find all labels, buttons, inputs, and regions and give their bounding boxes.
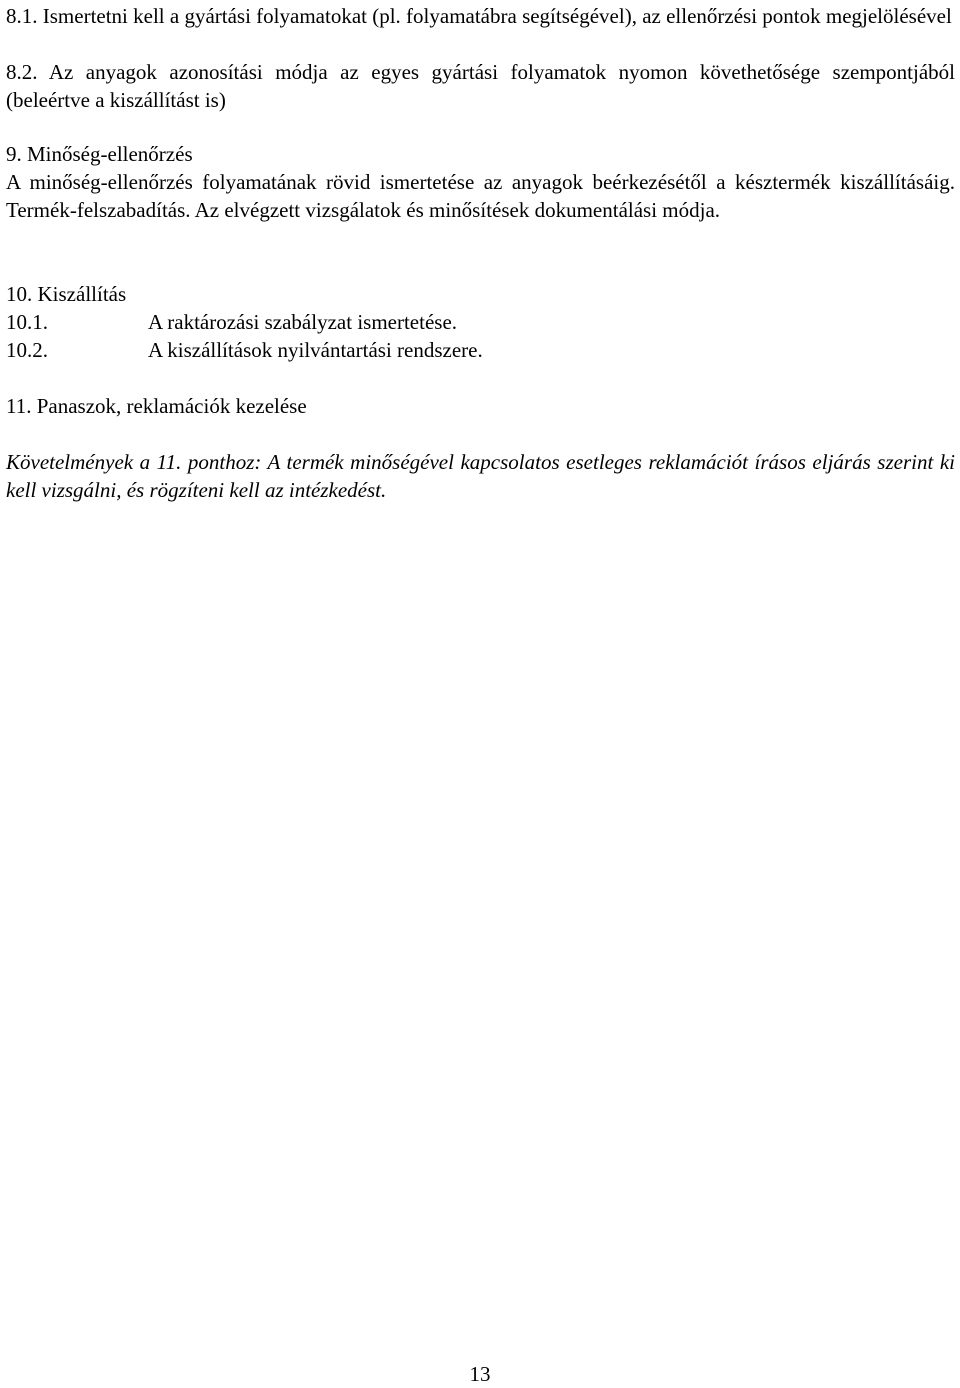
section-9-heading: 9. Minőség-ellenőrzés: [6, 142, 193, 166]
section-11-heading: 11. Panaszok, reklamációk kezelése: [6, 394, 307, 418]
item-10-1-number: 10.1.: [6, 310, 48, 334]
list-item: [6, 308, 955, 336]
list-item: [6, 336, 955, 364]
item-8-1: [6, 2, 955, 30]
item-8-1-number: 8.1.: [6, 4, 38, 28]
item-10-1-text: A raktározási szabályzat ismertetése.: [148, 310, 458, 334]
section-9-body: A minőség-ellenőrzés folyamatának rövid ismertetése az anyagok beérkezésétől a késztermék kiszállításáig. Termék-felszabadítás. Az elvégzett vizsgálatok és minősítések dokumentálási módja.: [6, 170, 955, 222]
item-10-2-number: 10.2.: [6, 338, 48, 362]
section-10-list: [6, 308, 955, 364]
section-11-requirements: Követelmények a 11. ponthoz: A termék minőségével kapcsolatos esetleges reklamációt írásos eljárás szerint ki kell vizsgálni, és rögzíteni kell az intézkedést.: [6, 450, 955, 502]
item-8-2-text: Az anyagok azonosítási módja az egyes gyártási folyamatok nyomon követhetősége szempontjából (beleértve a kiszállítást is): [6, 60, 956, 112]
item-8-2-number: 8.2.: [6, 60, 38, 84]
item-8-2: [6, 58, 955, 114]
section-10-heading: 10. Kiszállítás: [6, 282, 127, 306]
item-10-2-text: A kiszállítások nyilvántartási rendszere.: [148, 338, 483, 362]
page-number: 13: [469, 1362, 491, 1386]
item-8-1-text: Ismertetni kell a gyártási folyamatokat (pl. folyamatábra segítségével), az ellenőrzési pontok megjelölésével: [42, 4, 952, 28]
